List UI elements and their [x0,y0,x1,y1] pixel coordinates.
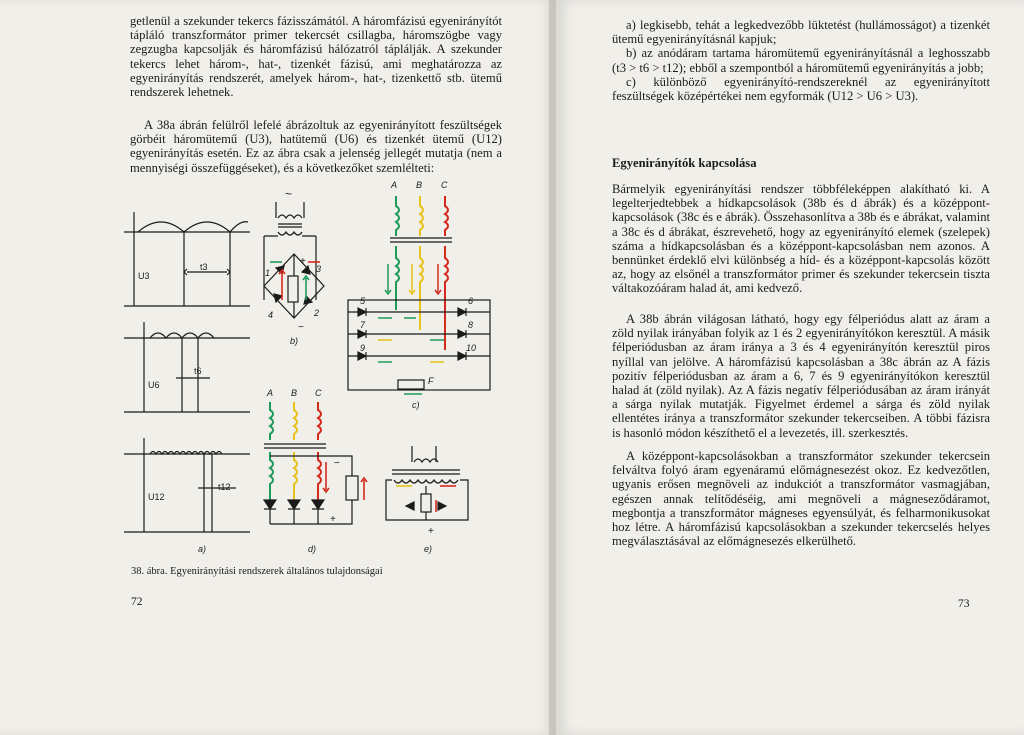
waveform-u3 [124,212,250,306]
waveform-u12 [124,438,250,532]
svg-text:9: 9 [360,343,366,353]
u6-label: U6 [148,380,160,390]
label-c: c) [412,400,420,410]
svg-text:C: C [315,388,322,398]
list-item-a: a) legkisebb, tehát a legkedvezőbb lüktetést (hullámosságot) a tizenkét ütemű egyenirányításnál kapjuk; [612,18,990,47]
right-paragraph-2: A 38b ábrán világosan látható, hogy egy félperiódus alatt az áram a zöld nyilak irányában folyik az 1 és 2 egyenirányítókon keresztül. A másik félperiódusban az áram iránya a 3 és 4 egyenirányítón keresztül piros nyíllal van jelölve. A háromfázisú kapcsolásban a 38c ábrán az A fázis pozitív félperiódusban az áram a 6, 7 és 9 egyenirányítókon keresztül halad át (zöld nyilak). Az A fázis negatív félperiódusában az áram irányát a sárga nyilak mutatják. Figyelmet érdemel a sárga és zöld nyilak ellentétes iránya a transzformátor szekunder tekercseiben. A többi fázisra is hasonló módon készíthető el a levezetés, ill. szerkesztés. [612,312,990,440]
page-number-left: 72 [131,596,143,608]
circuit-e-midpoint [386,446,468,554]
page-number-right: 73 [958,598,970,610]
svg-text:3: 3 [316,264,322,274]
tilde-label: ~ [285,187,293,201]
left-paragraph-1: getlenül a szekunder tekercs fázisszámától. A háromfázisú egyenirányítót tápláló transzformátor primer tekercsét csillagba, háromszögbe vagy zegzugba kapcsolják és háromfázisú hálózatról táplálják. A szekunder tekercs lehet három-, hat-, tizenkét fázisú, ami meghatározza az egyenirányítás rendszerét, amelyek három-, hat-, tizenkettő stb. ütemű rendszerek lehetnek. [130,14,502,100]
label-d: d) [308,544,317,554]
svg-text:5: 5 [360,296,366,306]
label-a: a) [198,544,207,554]
svg-text:6: 6 [468,296,474,306]
svg-text:−: − [334,458,340,469]
circuit-b-bridge [264,187,324,346]
svg-text:−: − [298,322,304,333]
t3-label: t3 [200,262,208,272]
svg-text:B: B [291,388,298,398]
svg-text:F: F [428,376,434,386]
left-paragraph-2: A 38a ábrán felülről lefelé ábrázoltuk az egyenirányított feszültségek görbéit háromütemű (U3), hatütemű (U6) és tizenkét ütemű (U12) egyenirányítás esetén. Ez az ábra csak a jelenség jellegét mutatja (nem a mennyiségi összefüggéseket), és a következőket szemlélteti: [130,118,502,175]
svg-text:2: 2 [314,308,320,318]
u12-label: U12 [148,492,165,502]
svg-text:1: 1 [265,268,271,278]
svg-text:4: 4 [268,310,274,320]
svg-text:C: C [441,180,448,190]
list-item-b: b) az anódáram tartama háromütemű egyenirányításnál a leghosszabb (t3 > t6 > t12); ebből a szempontból a háromütemű egyenirányítás a jobb; [612,46,990,75]
figure-38 [0,0,552,600]
svg-text:10: 10 [466,343,477,353]
circuit-c-three-phase-bridge [348,180,490,410]
section-heading: Egyenirányítók kapcsolása [612,156,757,170]
svg-text:+: + [330,514,336,525]
svg-text:8: 8 [468,320,474,330]
svg-text:+: + [428,526,434,537]
t6-label: t6 [194,366,202,376]
right-paragraph-3: A középpont-kapcsolásokban a transzformátor szekunder tekercsein felváltva folyó áram egyenáramú előmágnesezést okoz. Ez kedvezőtlen, ugyanis erősen megnöveli az indukciót a transzformátor vasmagjában, egészen annak telítődéséig, ami megnöveli a mágneseződáramot, megbontja a transzformátor mágneses egyensúlyát, és felharmonikusokat hoz létre. A háromfázisú kapcsolásokban a szekunder tekercselés helyes megválasztásával az előmágnesezés elkerülhető. [612,449,990,549]
svg-text:+: + [300,256,306,267]
right-paragraph-1: Bármelyik egyenirányítási rendszer többféleképpen alakítható ki. A legelterjedtebbek a hídkapcsolások (38b és d ábrák) és a középpont-kapcsolások (38c és e ábrák). Összehasonlítva a 38b és e ábrákat, valamint a 38c és d ábrákat, észrevehető, hogy az egyenirányító elemek (szelepek) száma a hídkapcsolásban és a középpont-kapcsolásban nem azonos. A bennünket érdeklő elvi különbség a híd- és a középpont-kapcsolás között az, hogy az elsőnél a transzformátor primer és szekunder tekercsein tiszta váltakozóáram halad át, ami kedvező. [612,182,990,296]
svg-text:B: B [416,180,423,190]
svg-text:A: A [267,388,274,398]
u3-label: U3 [138,271,150,281]
label-e: e) [424,544,433,554]
figure-caption: 38. ábra. Egyenirányítási rendszerek általános tulajdonságai [131,566,383,577]
waveform-u6 [124,322,250,412]
svg-text:7: 7 [360,320,366,330]
right-list [612,18,990,103]
label-b: b) [290,336,299,346]
list-item-c: c) különböző egyenirányító-rendszereknél az egyenirányított feszültségek középértékei nem egyformák (U12 > U6 > U3). [612,74,990,104]
svg-text:A: A [391,180,398,190]
circuit-d-midpoint [264,388,367,554]
t12-label: t12 [218,482,231,492]
